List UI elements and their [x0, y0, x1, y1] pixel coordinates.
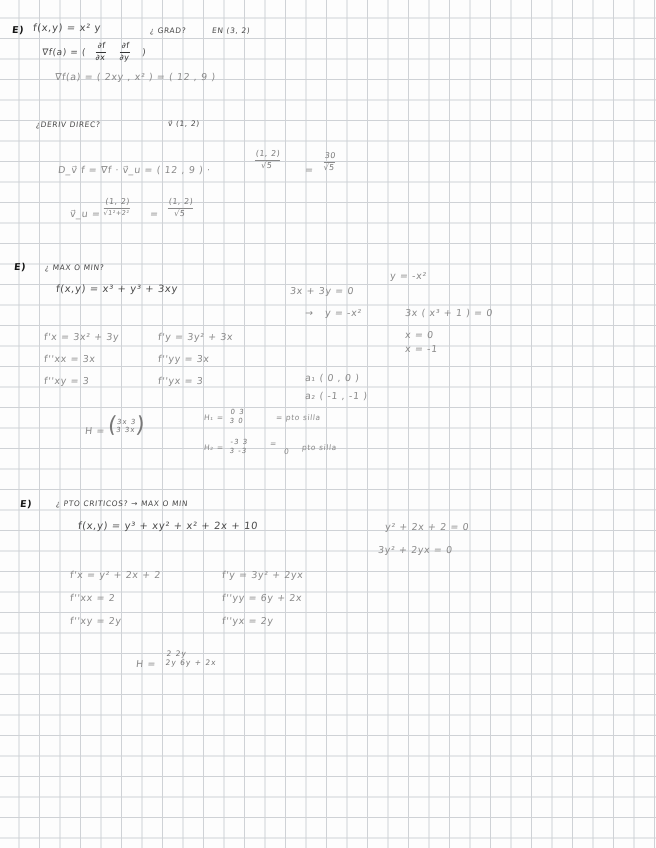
exercise-3-fyx: f''yx = 2y — [221, 616, 275, 627]
partial-y-den: ∂y — [119, 52, 130, 62]
hessian-label-2: H = — [84, 426, 106, 437]
directional-derivative-lhs: D_v⃗ f = ∇f · v⃗_u = ( 12 , 9 ) · — [57, 165, 212, 176]
exercise-2-fy: f'y = 3y² + 3x — [157, 332, 234, 343]
exercise-2-substitution-arrow: → — [304, 308, 315, 319]
h2-label: H₂ = — [203, 443, 225, 452]
h2-matrix — [229, 438, 249, 456]
directional-derivative-question: ¿DERIV DIREC? — [35, 120, 101, 129]
directional-equals: = — [304, 165, 315, 176]
h2-determinant-block — [204, 438, 364, 464]
direction-vector: v⃗ (1, 2) — [167, 119, 201, 128]
directional-result-num: 30 — [324, 151, 337, 160]
exercise-3-number: E) — [19, 499, 33, 510]
h2-equals: = — [269, 439, 278, 448]
exercise-2-fx: f'x = 3x² + 3y — [43, 332, 120, 343]
h1-note: = pto silla — [275, 413, 322, 422]
exercise-3-fxy: f''xy = 2y — [69, 616, 123, 627]
h1-matrix — [229, 408, 245, 426]
unit-frac1-num: (1, 2) — [104, 197, 131, 206]
direction-fraction-num: (1, 2) — [255, 149, 281, 158]
h2-value: 0 — [283, 447, 290, 456]
exercise-2-x-solution-2: x = -1 — [404, 344, 439, 355]
gradient-value: ∇f(a) = ( 2xy , x² ) = ( 12 , 9 ) — [54, 72, 217, 83]
partial-x-num: ∂f — [97, 41, 107, 50]
partial-x-den: ∂x — [95, 52, 106, 62]
unit-vector-equals: = — [149, 209, 160, 220]
direction-fraction-den: √5 — [260, 160, 273, 170]
exercise-2-fyx: f''yx = 3 — [157, 376, 204, 387]
unit-frac2-num: (1, 2) — [168, 197, 194, 206]
partial-y-num: ∂f — [121, 41, 131, 50]
exercise-3-fx: f'x = y² + 2x + 2 — [69, 570, 162, 581]
exercise-3-question: ¿ PTO CRITICOS? → MAX O MIN — [55, 499, 189, 508]
gradient-def-suffix: ) — [141, 48, 147, 58]
exercise-2-factored: 3x ( x³ + 1 ) = 0 — [404, 308, 494, 319]
directional-result-fraction — [323, 152, 336, 173]
critical-point-2: a₂ ( -1 , -1 ) — [304, 391, 369, 402]
exercise-2-x-solution-1: x = 0 — [404, 330, 435, 341]
hessian-matrix-3 — [165, 649, 218, 668]
exercise-2-equation-1: 3x + 3y = 0 — [289, 286, 355, 297]
unit-vector-fraction-1 — [103, 198, 131, 217]
exercise-2-fyy: f''yy = 3x — [157, 354, 211, 365]
exercise-2-fxx: f''xx = 3x — [43, 354, 97, 365]
h1-row-2: 3 0 — [229, 416, 245, 425]
unit-vector-fraction-2 — [167, 198, 194, 219]
gradient-def-prefix: ∇f(a) = ( — [41, 48, 87, 58]
h1-row-1: 0 3 — [230, 408, 246, 416]
exercise-3-fxx: f''xx = 2 — [69, 593, 116, 604]
exercise-1-question: ¿ GRAD? — [149, 26, 187, 35]
critical-point-1: a₁ ( 0 , 0 ) — [304, 373, 361, 384]
hessian-3-bottom: 2y 6y + 2x — [165, 658, 218, 668]
partial-y-fraction — [119, 42, 131, 63]
unit-frac2-den: √5 — [173, 208, 186, 218]
hessian-matrix-2: ( 3x 3 3 3x ) — [106, 413, 146, 438]
exercise-2-substitution: y = -x² — [324, 308, 363, 319]
exercise-2-y-relation: y = -x² — [389, 271, 428, 282]
h2-note: pto silla — [301, 443, 338, 452]
exercise-2-number: E) — [13, 262, 27, 273]
direction-fraction — [254, 150, 281, 171]
unit-frac1-den: √1²+2² — [103, 208, 130, 217]
h1-determinant-block — [204, 408, 354, 434]
h2-row-1: -3 3 — [230, 438, 249, 446]
hessian-label-3: H = — [135, 659, 157, 670]
partial-x-fraction — [95, 42, 107, 63]
hessian-row-2: 3 3x — [115, 426, 136, 434]
exercise-1-point: EN (3, 2) — [211, 26, 251, 35]
hessian-3-top: 2 2y — [166, 649, 188, 658]
h2-row-2: 3 -3 — [229, 446, 248, 455]
unit-vector-lhs: v⃗_u = — [69, 209, 101, 220]
exercise-3-function: f(x,y) = y³ + xy² + x² + 2x + 10 — [77, 521, 259, 532]
exercise-3-fy: f'y = 3y² + 2yx — [221, 570, 304, 581]
exercise-3-equation-1: y² + 2x + 2 = 0 — [384, 522, 470, 533]
gradient-definition — [42, 42, 152, 66]
exercise-2-question: ¿ MAX O MIN? — [44, 263, 105, 272]
exercise-1-function: f(x,y) = x² y — [32, 23, 102, 34]
exercise-3-fyy: f''yy = 6y + 2x — [221, 593, 303, 604]
exercise-2-function: f(x,y) = x³ + y³ + 3xy — [55, 284, 179, 295]
exercise-1-number: E) — [11, 25, 25, 36]
exercise-2-fxy: f''xy = 3 — [43, 376, 90, 387]
exercise-3-equation-2: 3y² + 2yx = 0 — [377, 545, 454, 556]
directional-result-den: √5 — [323, 162, 336, 172]
h1-label: H₁ = — [203, 413, 225, 422]
hessian-row-1: 3x 3 — [116, 417, 137, 426]
